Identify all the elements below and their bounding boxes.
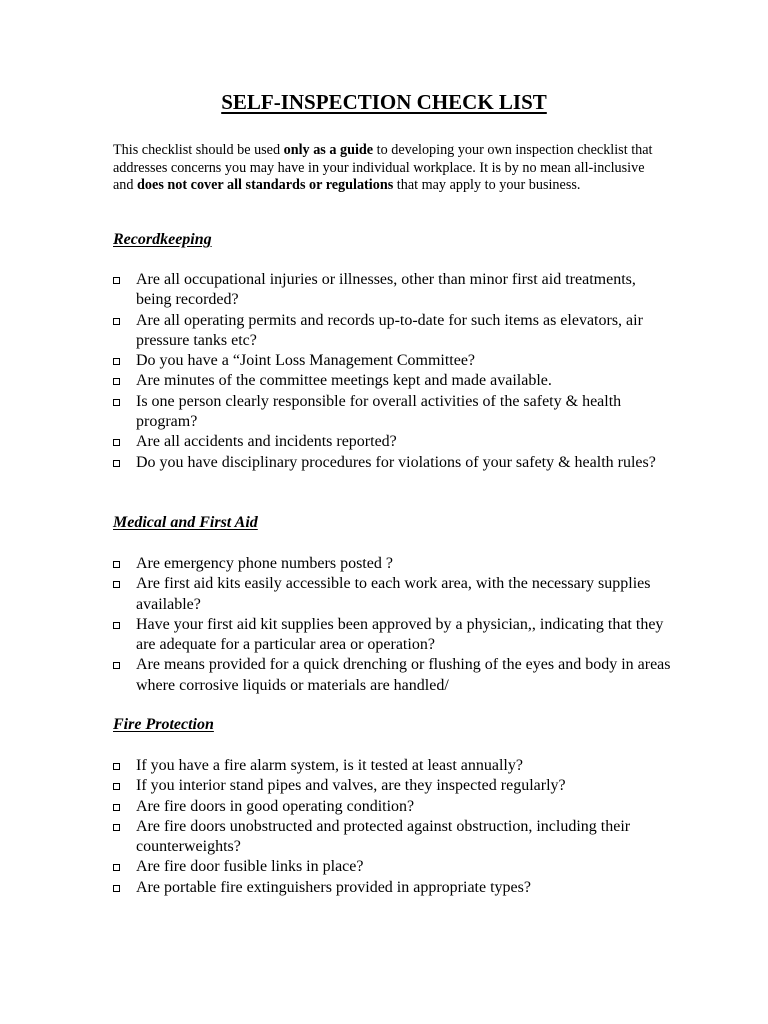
- intro-paragraph: [113, 142, 663, 195]
- checklist-item: [113, 655, 673, 696]
- checklist-item-text: Do you have a “Joint Loss Management Committee?: [136, 352, 476, 370]
- checklist-item-text: Are fire door fusible links in place?: [136, 858, 364, 876]
- checkbox-bullet-icon: [113, 885, 120, 892]
- checkbox-bullet-icon: [113, 460, 120, 467]
- checklist-item: [113, 311, 673, 352]
- checklist: [113, 756, 673, 898]
- checklist-item-text: Are all accidents and incidents reported?: [136, 433, 397, 451]
- checkbox-bullet-icon: [113, 763, 120, 770]
- checklist-item: [113, 371, 673, 391]
- checklist-item-text: If you have a fire alarm system, is it tested at least annually?: [136, 757, 523, 774]
- section-heading: Fire Protection: [113, 716, 214, 733]
- section-fire-protection: [113, 715, 673, 898]
- checklist-item: [113, 453, 673, 473]
- checkbox-bullet-icon: [113, 824, 120, 831]
- checklist-item: [113, 432, 673, 452]
- checkbox-bullet-icon: [113, 804, 120, 811]
- checklist-item-text: Are first aid kits easily accessible to each work area, with the necessary supplies available?: [136, 575, 651, 613]
- checklist-item-text: Are fire doors in good operating condition?: [136, 797, 415, 815]
- checkbox-bullet-icon: [113, 783, 120, 790]
- checkbox-bullet-icon: [113, 581, 120, 588]
- checkbox-bullet-icon: [113, 622, 120, 629]
- section-recordkeeping: [113, 230, 673, 473]
- checklist-item: [113, 270, 673, 311]
- section-heading: Medical and First Aid: [113, 514, 258, 531]
- checkbox-bullet-icon: [113, 318, 120, 325]
- checklist-item: [113, 756, 673, 776]
- checklist-item: [113, 574, 673, 615]
- checkbox-bullet-icon: [113, 439, 120, 446]
- checklist-item: [113, 797, 673, 817]
- checkbox-bullet-icon: [113, 399, 120, 406]
- intro-text-1: This checklist should be used: [113, 142, 284, 158]
- checklist-item-text: Are all operating permits and records up-to-date for such items as elevators, air pressure tanks etc?: [136, 311, 643, 349]
- checkbox-bullet-icon: [113, 277, 120, 284]
- intro-bold-standards: does not cover all standards or regulations: [137, 177, 394, 193]
- checklist-item: [113, 615, 673, 656]
- intro-bold-guide: only as a guide: [283, 142, 374, 158]
- checklist-item: [113, 351, 673, 371]
- intro-text-3: that may apply to your business.: [393, 177, 581, 193]
- checklist-item: [113, 776, 673, 796]
- checkbox-bullet-icon: [113, 662, 120, 669]
- checklist-item: [113, 392, 673, 433]
- page-title: SELF-INSPECTION CHECK LIST: [221, 90, 547, 114]
- checklist-item-text: Do you have disciplinary procedures for violations of your safety & health rules?: [136, 453, 656, 471]
- checklist-item: [113, 857, 673, 877]
- checklist-item-text: Are all occupational injuries or illnesses, other than minor first aid treatments, being recorded?: [136, 271, 636, 309]
- checklist-item: [113, 817, 673, 858]
- section-heading: Recordkeeping: [113, 231, 212, 248]
- checklist-item-text: Have your first aid kit supplies been approved by a physician,, indicating that they are adequate for a particular area or operation?: [136, 615, 664, 654]
- checklist-item-text: Are fire doors unobstructed and protected against obstruction, including their counterweights?: [136, 817, 631, 856]
- checklist-item-text: Are minutes of the committee meetings kept and made available.: [136, 372, 552, 390]
- checkbox-bullet-icon: [113, 561, 120, 568]
- checklist-item-text: Are portable fire extinguishers provided in appropriate types?: [136, 878, 531, 896]
- checkbox-bullet-icon: [113, 358, 120, 365]
- checklist-item-text: If you interior stand pipes and valves, are they inspected regularly?: [136, 777, 566, 795]
- checklist-item-text: Are means provided for a quick drenching or flushing of the eyes and body in areas where corrosive liquids or materials are handled/: [136, 656, 671, 694]
- intro-text-2: to developing your own inspection checklist that addresses concerns you may have in your individual workplace. It is by no mean all-inclusive and: [113, 142, 653, 193]
- checklist: [113, 270, 673, 473]
- checklist-item-text: Is one person clearly responsible for overall activities of the safety & health program?: [136, 392, 622, 431]
- checklist: [113, 554, 673, 696]
- checklist-item: [113, 878, 673, 898]
- checkbox-bullet-icon: [113, 864, 120, 871]
- section-medical-first-aid: [113, 513, 673, 696]
- checkbox-bullet-icon: [113, 378, 120, 385]
- checklist-item-text: Are emergency phone numbers posted ?: [136, 555, 393, 572]
- checklist-item: [113, 554, 673, 574]
